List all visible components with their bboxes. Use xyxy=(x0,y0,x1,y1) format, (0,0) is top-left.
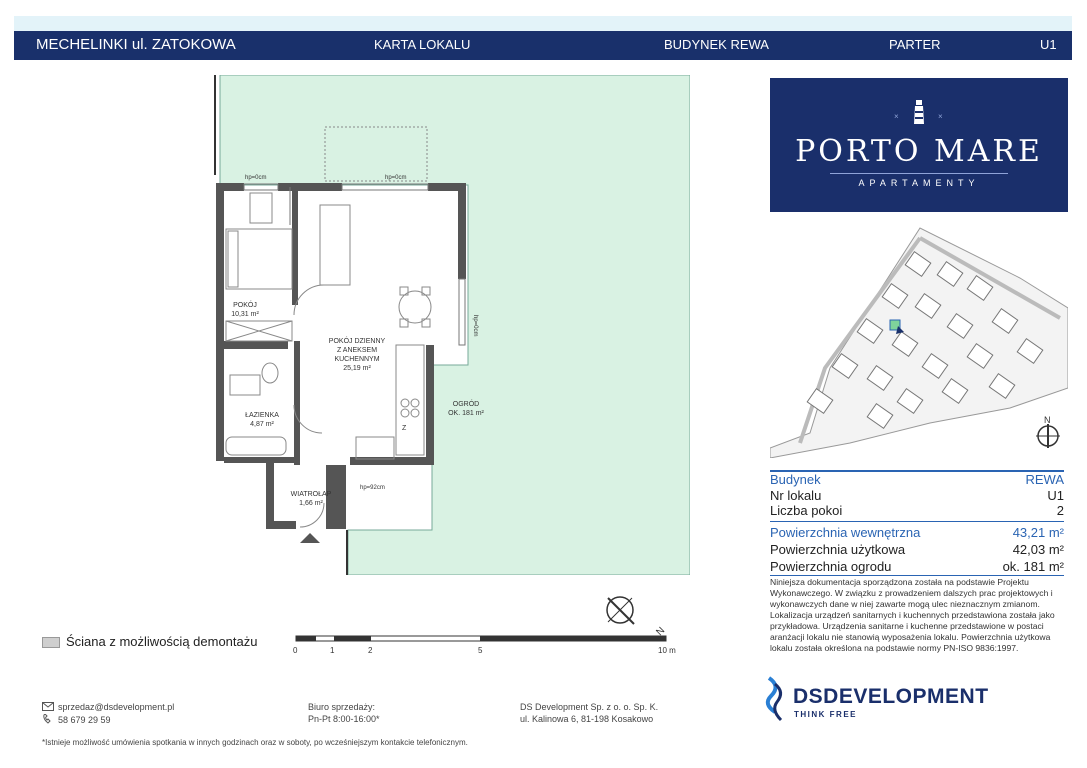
ds-tagline: THINK FREE xyxy=(794,710,857,719)
company-name: DS Development Sp. z o. o. Sp. K. xyxy=(520,702,659,712)
header-unit: U1 xyxy=(1040,37,1057,52)
porto-mare-logo xyxy=(770,78,1068,212)
hp-bottom: hp=92cm xyxy=(360,485,385,491)
hp-right: hp=0cm xyxy=(472,315,478,337)
room-dzienny-line2: Z ANEKSEM xyxy=(336,347,378,354)
hp-left: hp=0cm xyxy=(245,175,267,181)
ds-name: DSDEVELOPMENT xyxy=(793,685,989,708)
contact-phone: 58 679 29 59 xyxy=(42,714,111,725)
info-divider-mid xyxy=(770,521,1064,522)
header-location: MECHELINKI ul. ZATOKOWA xyxy=(36,36,236,53)
room-dzienny-area: 25,19 m² xyxy=(343,365,371,372)
room-wiatrolap-area: 1,66 m² xyxy=(299,500,323,507)
room-pokoj-area: 10,31 m² xyxy=(231,311,259,318)
room-pokoj-name: POKÓJ xyxy=(233,302,257,309)
entrance-arrow xyxy=(300,533,320,543)
mail-icon xyxy=(42,702,54,712)
logo-x-right: × xyxy=(938,112,943,121)
office-label: Biuro sprzedaży: xyxy=(308,702,376,712)
logo-name: PORTO MARE xyxy=(795,134,1043,169)
logo-sub: APARTAMENTY xyxy=(858,178,980,188)
lighthouse-icon xyxy=(911,98,927,126)
disclaimer-note: Niniejsza dokumentacja sporządzona została na podstawie Projektu Wykonawczego. W związku z prowadzeniem dalszych prac projektowych i wykonawczych dane w niej zawarte mogą ulec nieznacznym zmianom. Lokalizacja urządzeń sanitarnych i kuchennych przedstawiona została jako przykładowa. Urządzenia sanitarne i kuchenne przedstawione w postaci aranżacji lokalu nie stanowią wyposażenia lokalu. Powierzchnia użytkowa lokalu została określona na podstawie normy PN-ISO 9836:1997. xyxy=(770,577,1055,653)
header-bar xyxy=(14,31,1072,60)
compass xyxy=(1036,415,1060,448)
scale-tick-0: 0 xyxy=(293,646,298,655)
legend-swatch xyxy=(42,637,60,648)
scale-tick-10: 10 m xyxy=(658,646,676,655)
floor-plan xyxy=(200,75,690,575)
room-ogrod-name: OGRÓD xyxy=(452,401,480,408)
plan-compass xyxy=(598,592,678,642)
hp-mid: hp=0cm xyxy=(385,175,407,181)
phone-icon xyxy=(42,714,54,724)
legend-text: Ściana z możliwością demontażu xyxy=(66,634,258,649)
room-lazienka-name: ŁAZIENKA xyxy=(245,412,279,419)
top-strip xyxy=(14,16,1072,31)
room-lazienka-area: 4,87 m² xyxy=(250,421,274,428)
contact-email: sprzedaz@dsdevelopment.pl xyxy=(42,702,174,712)
scale-tick-1: 1 xyxy=(330,646,335,655)
logo-x-left: × xyxy=(894,112,899,121)
garden-area xyxy=(220,75,690,575)
scale-tick-5: 5 xyxy=(478,646,483,655)
company-address: ul. Kalinowa 6, 81-198 Kosakowo xyxy=(520,714,654,724)
fridge-label: Z xyxy=(402,425,407,432)
info-divider-bottom xyxy=(770,575,1064,576)
ds-wave-icon xyxy=(763,676,789,724)
room-wiatrolap-name: WIATROŁAP xyxy=(290,491,332,498)
header-building: BUDYNEK REWA xyxy=(664,37,769,52)
room-dzienny-line1: POKÓJ DZIENNY xyxy=(328,338,386,345)
site-map xyxy=(770,218,1068,458)
office-hours: Pn-Pt 8:00-16:00* xyxy=(308,714,380,724)
footnote: *Istnieje możliwość umówienia spotkania w innych godzinach oraz w soboty, po wcześniejszym kontakcie telefonicznym. xyxy=(42,738,468,747)
dsdevelopment-logo xyxy=(763,676,989,724)
header-floor: PARTER xyxy=(889,37,941,52)
plan-compass-north: N xyxy=(654,625,668,639)
compass-north-label: N xyxy=(1044,415,1051,425)
room-ogrod-area: OK. 181 m² xyxy=(448,410,484,417)
scale-tick-2: 2 xyxy=(368,646,373,655)
room-dzienny-line3: KUCHENNYM xyxy=(334,356,380,363)
header-card: KARTA LOKALU xyxy=(374,37,471,52)
